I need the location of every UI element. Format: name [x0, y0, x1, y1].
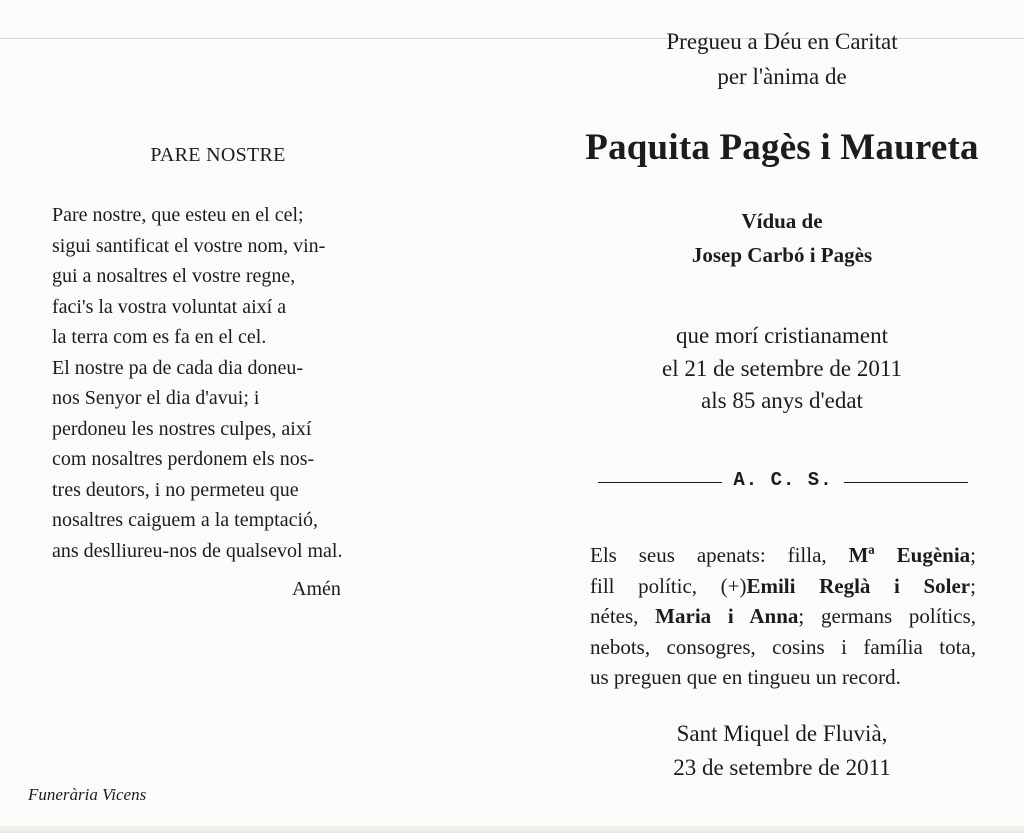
- prayer-line: gui a nosaltres el vostre regne,: [52, 265, 296, 287]
- amen-text: Amén: [292, 578, 341, 600]
- left-panel-prayer: [0, 0, 480, 833]
- mourners-line: us preguen que en tingueu un record.: [590, 665, 901, 689]
- mourners-text: nétes,: [590, 604, 656, 628]
- granddaughters-names: Maria i Anna: [655, 604, 799, 628]
- right-panel-memorial: [540, 0, 1024, 833]
- mourners-line: [590, 571, 976, 602]
- invocation-line: per l'ànima de: [717, 64, 847, 89]
- death-date-line: el 21 de setembre de 2011: [662, 355, 902, 381]
- mourners-paragraph: [590, 540, 976, 693]
- spouse-name: Josep Carbó i Pagès: [691, 243, 873, 267]
- prayer-line: nos Senyor el dia d'avui; i: [52, 387, 260, 409]
- age-line: als 85 anys d'edat: [701, 388, 863, 413]
- son-in-law-name: Emili Reglà i Soler: [746, 573, 971, 598]
- prayer-line: Pare nostre, que esteu en el cel;: [52, 204, 304, 226]
- death-line: que morí cristianament: [675, 323, 889, 348]
- prayer-line: tres deutors, i no permeteu que: [52, 478, 299, 501]
- issue-date: 23 de setembre de 2011: [673, 755, 891, 780]
- place-and-date: [540, 717, 1024, 785]
- prayer-line: perdoneu les nostres culpes, així: [52, 417, 312, 440]
- mourners-text: ; germans polítics,: [798, 604, 976, 628]
- mourners-text: fill polític, (+): [590, 573, 747, 598]
- place: Sant Miquel de Fluvià,: [676, 721, 888, 746]
- prayer-line: nosaltres caiguem a la temptació,: [52, 509, 319, 531]
- prayer-line: la terra com es fa en el cel.: [52, 326, 267, 348]
- invocation-line: Pregueu a Déu en Caritat: [666, 29, 898, 54]
- prayer-body: [52, 200, 432, 566]
- prayer-line: sigui santificat el vostre nom, vin-: [52, 234, 326, 257]
- prayer-line: ans deslliureu-nos de qualsevol mal.: [52, 539, 343, 562]
- deceased-name: Paquita Pagès i Maureta: [585, 127, 979, 168]
- divider-rule-left: [598, 482, 722, 483]
- divider-rule-right: [844, 482, 968, 483]
- daughter-name: Mª Eugènia: [848, 543, 971, 567]
- mourners-text: ;: [970, 573, 976, 598]
- invocation: [540, 24, 1024, 94]
- card-bottom-edge: [0, 826, 1024, 833]
- mourners-line: nebots, consogres, cosins i família tota,: [590, 634, 976, 659]
- death-details: [540, 320, 1024, 418]
- prayer-line: El nostre pa de cada dia doneu-: [52, 356, 304, 379]
- mourners-text: ;: [970, 543, 977, 567]
- widow-label: Vídua de: [741, 209, 823, 233]
- acs-text: A. C. S.: [733, 469, 833, 491]
- mourners-text: Els seus apenats: filla,: [590, 543, 849, 567]
- prayer-title: PARE NOSTRE: [150, 144, 286, 166]
- widow-block: [540, 204, 1024, 272]
- prayer-line: faci's la vostra voluntat així a: [52, 295, 287, 318]
- mourners-line: [590, 540, 976, 571]
- acs-divider: [598, 468, 968, 496]
- prayer-line: com nosaltres perdonem els nos-: [52, 448, 315, 470]
- mourners-line: [590, 601, 976, 632]
- funeral-home-credit: Funerària Vicens: [28, 785, 147, 804]
